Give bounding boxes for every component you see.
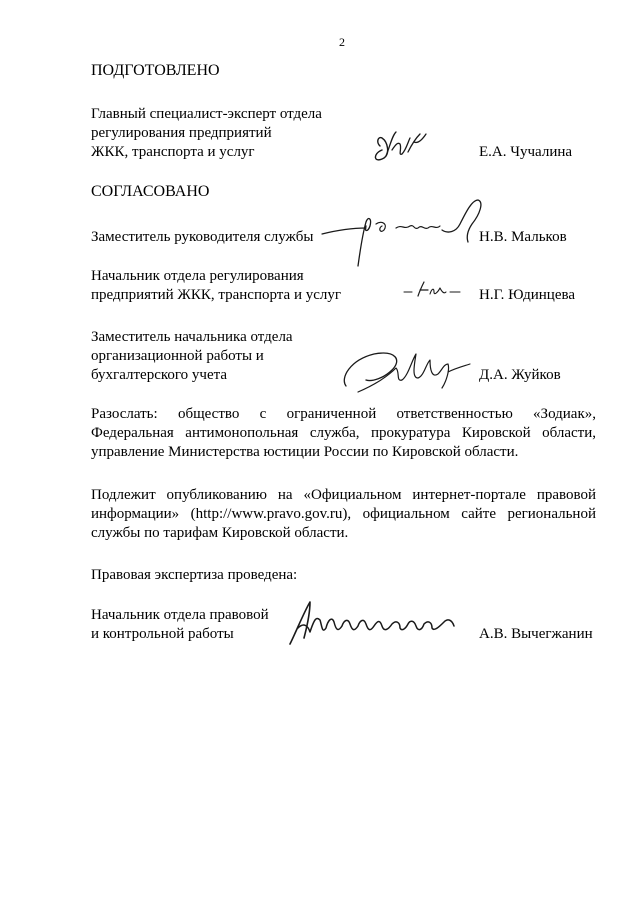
publication-line: информации» (http://www.pravo.gov.ru), официальном сайте региональной — [91, 506, 596, 522]
signature-vychegzhanin — [284, 598, 458, 648]
prepared-position-line: регулирования предприятий — [91, 125, 272, 141]
publication-line: службы по тарифам Кировской области. — [91, 525, 349, 541]
regulation-head-position: предприятий ЖКК, транспорта и услуг — [91, 287, 342, 303]
publication-line: Подлежит опубликованию на «Официальном интернет-портале правовой — [91, 487, 596, 503]
prepared-heading: ПОДГОТОВЛЕНО — [91, 62, 220, 79]
distribution-line: Разослать: общество с ограниченной ответственностью «Зодиак», — [91, 406, 596, 422]
deputy-org-head-position: Заместитель начальника отдела — [91, 329, 293, 345]
legal-head-name: А.В. Вычегжанин — [479, 626, 593, 642]
prepared-position-line: ЖКК, транспорта и услуг — [91, 144, 255, 160]
regulation-head-position: Начальник отдела регулирования — [91, 268, 304, 284]
page-number: 2 — [339, 35, 345, 49]
distribution-line: управление Министерства юстиции России по Кировской области. — [91, 444, 519, 460]
legal-review-statement: Правовая экспертиза проведена: — [91, 567, 298, 583]
agreed-heading: СОГЛАСОВАНО — [91, 183, 210, 200]
distribution-line: Федеральная антимонопольная служба, прокуратура Кировской области, — [91, 425, 596, 441]
legal-head-position: Начальник отдела правовой — [91, 607, 269, 623]
legal-head-position: и контрольной работы — [91, 626, 234, 642]
signature-chuchalina — [368, 128, 430, 166]
regulation-head-name: Н.Г. Юдинцева — [479, 287, 576, 303]
deputy-org-head-name: Д.А. Жуйков — [479, 367, 561, 383]
deputy-head-position: Заместитель руководителя службы — [91, 229, 314, 245]
signature-malkov — [318, 194, 490, 268]
deputy-org-head-position: бухгалтерского учета — [91, 367, 228, 383]
prepared-signatory-name: Е.А. Чучалина — [479, 144, 573, 160]
signature-zhuikov — [338, 342, 474, 398]
deputy-head-name: Н.В. Мальков — [479, 229, 567, 245]
deputy-org-head-position: организационной работы и — [91, 348, 264, 364]
signature-yudintseva — [400, 278, 464, 302]
prepared-position-line: Главный специалист-эксперт отдела — [91, 106, 322, 122]
